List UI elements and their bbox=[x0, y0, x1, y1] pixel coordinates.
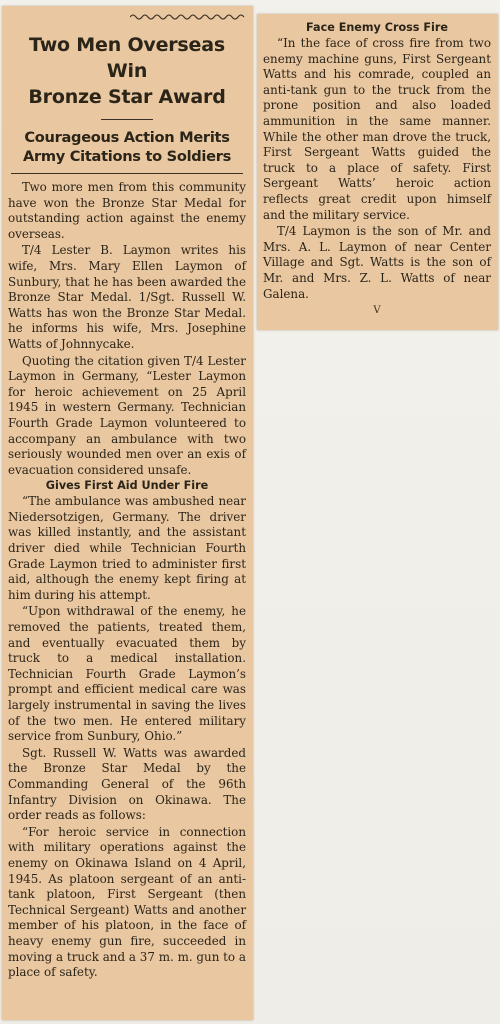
article-deck bbox=[8, 128, 246, 166]
article-headline bbox=[8, 32, 246, 110]
paragraph-laymon-citation: Quoting the citation given T/4 Lester Laymon in Germany, “Lester Laymon for heroic achievement on 25 April 1945 in western Germany. Technician Fourth Grade Laymon volunteered to accompany an ambulance with two seriously wounded men over an exis of evacuation considered unsafe. bbox=[8, 353, 246, 477]
paragraph-ambush: “The ambulance was ambushed near Niedersotzigen, Germany. The driver was killed instantly, and the assistant driver died while Technician Fourth Grade Laymon tried to administer first aid, although the enemy kept firing at him during his attempt. bbox=[8, 494, 246, 602]
article-left-column bbox=[8, 14, 246, 981]
headline-line-2: Bronze Star Award bbox=[28, 86, 226, 108]
paragraph-parents: T/4 Laymon is the son of Mr. and Mrs. A. L. Laymon of near Center Village and Sgt. Watts is the son of Mr. and Mrs. Z. L. Watts of near Galena. bbox=[263, 224, 491, 301]
article-right-column bbox=[263, 20, 491, 317]
deck-rule bbox=[11, 173, 243, 174]
paragraph-watts-award: Sgt. Russell W. Watts was awarded the Bronze Star Medal by the Commanding General of the 96th Infantry Division on Okinawa. The order reads as follows: bbox=[8, 745, 246, 823]
headline-rule bbox=[101, 119, 153, 120]
paragraph-intro: Two more men from this community have won the Bronze Star Medal for outstanding action against the enemy overseas. bbox=[8, 180, 246, 241]
deck-line-1: Courageous Action Merits bbox=[24, 129, 230, 146]
headline-line-1: Two Men Overseas Win bbox=[29, 34, 225, 82]
paragraph-evacuation: “Upon withdrawal of the enemy, he removed the patients, treated them, and eventually evacuated them by truck to a medical installation. Technician Fourth Grade Laymon’s prompt and efficient medical care was largely instrumental in saving the lives of the two men. He entered military service from Sunbury, Ohio.” bbox=[8, 604, 246, 744]
end-mark: V bbox=[373, 305, 381, 317]
deck-line-2: Army Citations to Soldiers bbox=[22, 148, 232, 165]
paragraph-watts-citation: “For heroic service in connection with military operations against the enemy on Okinawa Island on 4 April, 1945. As platoon sergeant of an anti-tank platoon, First Sergeant (then Technical Sergeant) Watts and another member of his platoon, in the face of heavy enemy gun fire, succeeded in moving a truck and a 37 m. m. gun to a place of safety. bbox=[8, 824, 246, 980]
paragraph-laymon-watts: T/4 Lester B. Laymon writes his wife, Mrs. Mary Ellen Laymon of Sunbury, that he has been awarded the Bronze Star Medal. 1/Sgt. Russell W. Watts has won the Bronze Star Medal. he informs his wife, Mrs. Josephine Watts of Johnnycake. bbox=[8, 243, 246, 351]
subhead-first-aid: Gives First Aid Under Fire bbox=[45, 479, 209, 493]
paragraph-cross-fire: “In the face of cross fire from two enemy machine guns, First Sergeant Watts and his comrade, coupled an anti-tank gun to the truck from the prone position and also loaded ammunition in the same manner. While the other man drove the truck, First Sergeant Watts guided the truck to a place of safety. First Sergeant Watts’ heroic action reflects great credit upon himself and the military service. bbox=[263, 36, 491, 222]
subhead-cross-fire: Face Enemy Cross Fire bbox=[306, 21, 448, 34]
